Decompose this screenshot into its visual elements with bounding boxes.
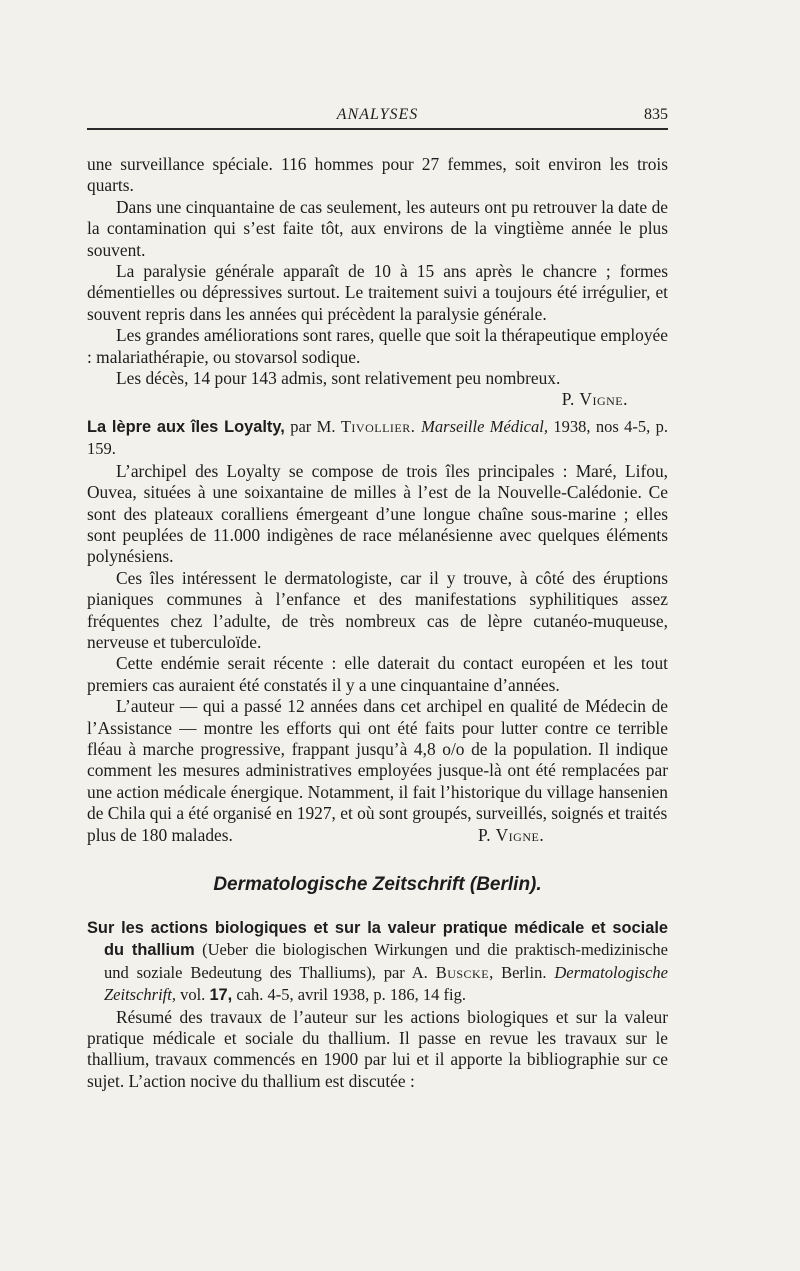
paragraph: Résumé des travaux de l’auteur sur les actions biologiques et sur la valeur pratique médicale et sociale du thallium. Il passe en revue les travaux sur le thallium, travaux commencés en 1900 par lui et il apporte la bibliographie sur ce sujet. L’action nocive du thallium est discutée : bbox=[87, 1006, 668, 1091]
paragraph: Les décès, 14 pour 143 admis, sont relativement peu nombreux. bbox=[116, 368, 561, 389]
paragraph: Cette endémie serait récente : elle daterait du contact européen et les tout premiers cas auraient été constatés il y a une cinquantaine d’années. bbox=[87, 653, 668, 695]
volume-number: 17, bbox=[209, 986, 233, 1005]
article-author: Buscke bbox=[435, 962, 490, 982]
paragraph-end bbox=[87, 825, 668, 846]
header-rule bbox=[87, 128, 668, 130]
paragraph: Dans une cinquantaine de cas seulement, les auteurs ont pu retrouver la date de la contamination qui s’est faite tôt, aux environs de la vingtième année le plus souvent. bbox=[87, 196, 668, 260]
paragraph: La paralysie générale apparaît de 10 à 15 ans après le chancre ; formes démentielles ou dépressives surtout. Le traitement suivi a toujours été irrégulier, et souvent repris dans les années qui précèdent la paralysie générale. bbox=[87, 261, 668, 324]
article-description: (Ueber die biologischen Wirkungen und die praktisch-medizinische und soziale Bedeutung des Thalliums), par A. bbox=[104, 940, 669, 982]
article-reference: 1938, nos 4-5, p. 159. bbox=[87, 416, 669, 459]
signature: P. Vigne. bbox=[478, 824, 545, 845]
page-number: 835 bbox=[644, 106, 668, 123]
paragraph: L’auteur — qui a passé 12 années dans cet archipel en qualité de Médecin de l’Assistance — montre les efforts qui ont été faits pour lutter contre ce terrible fléau à marche progressive, frappant jusqu’à 4,8 o/o de la population. Il indique comment les mesures administratives employées jusque-là ont été remplacées par une action médicale énergique. Notamment, il fait l’historique du village hansenien de Chila qui a été organisé en 1927, et où sont groupés, surveillés, soignés et traités bbox=[87, 696, 668, 824]
page-content bbox=[87, 154, 668, 1092]
article-author: Tivollier. bbox=[340, 416, 416, 436]
paragraph: L’archipel des Loyalty se compose de trois îles principales : Maré, Lifou, Ouvea, situées à une soixantaine de milles à l’est de la Nouvelle-Calédonie. Ce sont des plateaux coralliens émergeant d’une longue chaîne sous-marine ; elles sont peuplées de 11.000 indigènes de race mélanésienne avec quelques éléments polynésiens. bbox=[87, 460, 668, 567]
paragraph: une surveillance spéciale. 116 hommes pour 27 femmes, soit environ les trois quarts. bbox=[87, 154, 668, 196]
running-title: ANALYSES bbox=[336, 106, 419, 123]
paragraph: Les grandes améliorations sont rares, quelle que soit la thérapeutique employée : malariathérapie, ou stovarsol sodique. bbox=[87, 325, 668, 367]
signature: P. Vigne. bbox=[561, 389, 628, 410]
paragraph: Ces îles intéressent le dermatologiste, car il y trouve, à côté des éruptions pianiques communes à l’enfance et des manifestations syphilitiques assez fréquentes chez l’adulte, de très nombreux cas de lèpre cutanéo-muqueuse, nerveuse et tuberculoïde. bbox=[87, 567, 668, 652]
journal-name: Marseille Médical, bbox=[421, 416, 548, 436]
article-heading: La lèpre aux îles Loyalty, par M. Tivollier. Marseille Médical, 1938, nos 4-5, p. 159. bbox=[87, 416, 669, 459]
article-reference: cah. 4-5, avril 1938, p. 186, 14 fig. bbox=[232, 985, 466, 1005]
article-title: Sur les actions biologiques et sur la valeur pratique médicale et sociale du thallium bbox=[87, 919, 668, 960]
article-title: La lèpre aux îles Loyalty, bbox=[87, 417, 285, 436]
journal-heading: Dermatologische Zeitschrift (Berlin). bbox=[213, 874, 542, 895]
paragraph-last-line: plus de 180 malades. bbox=[87, 824, 233, 845]
page-header bbox=[87, 106, 668, 128]
journal-name: Dermatologische Zeitschrift, bbox=[104, 962, 668, 1005]
article-heading: Sur les actions biologiques et sur la valeur pratique médicale et sociale du thallium (Ueber die biologischen Wirkungen und die praktisch-medizinische und soziale Bedeutung des Thalliums), par A. Buscke, Berlin. Dermatologische Zeitschrift, vol. 17, cah. 4-5, avril 1938, p. 186, 14 fig. bbox=[87, 919, 669, 1005]
